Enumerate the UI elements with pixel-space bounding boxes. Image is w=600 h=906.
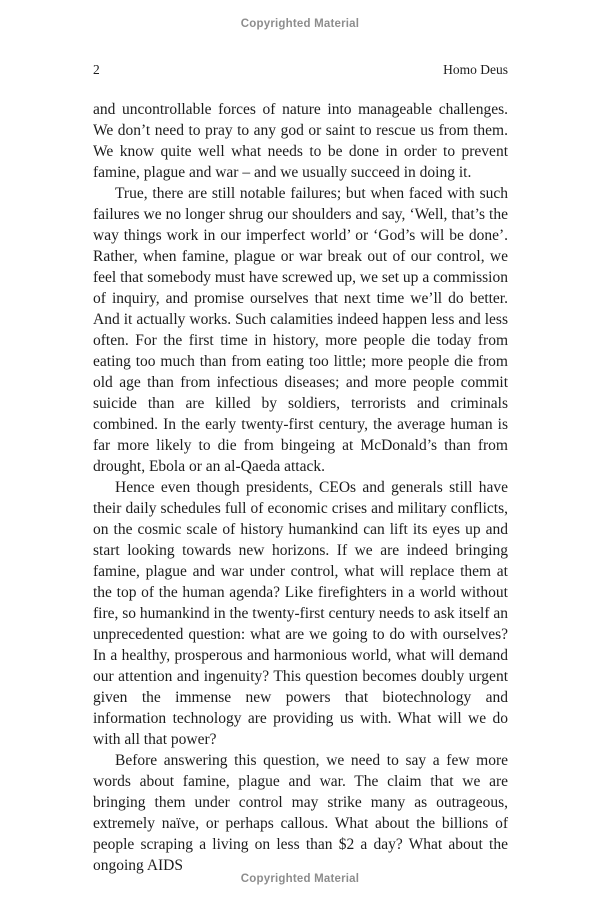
paragraph: Before answering this question, we need to say a few more words about famine, plague and war. The claim that we are bringing them under control may strike many as outrageous, extremely naïve, or perhaps callous. What about the billions of people scraping a living on less than $2 a day? What about the ongoing AIDS: [93, 752, 508, 874]
copyright-notice-top: Copyrighted Material: [240, 18, 360, 30]
page-number: 2: [93, 62, 100, 77]
paragraph: and uncontrollable forces of nature into manageable challenges. We don’t need to pray to any god or saint to rescue us from them. We know quite well what needs to be done in order to prevent famine, plague and war – and we usually succeed in doing it.: [93, 101, 508, 181]
paragraph: Hence even though presidents, CEOs and generals still have their daily schedules full of economic crises and military conflicts, on the cosmic scale of history humankind can lift its eyes up and start looking towards new horizons. If we are indeed bringing famine, plague and war under control, what will replace them at the top of the human agenda? Like firefighters in a world without fire, so humankind in the twenty-first century needs to ask itself an unprecedented question: what are we going to do with ourselves? In a healthy, prosperous and harmonious world, what will demand our attention and ingenuity? This question becomes doubly urgent given the immense new powers that biotechnology and information technology are providing us with. What will we do with all that power?: [93, 479, 508, 748]
running-header: [93, 62, 508, 78]
copyright-notice-bottom: Copyrighted Material: [240, 873, 360, 885]
paragraph: True, there are still notable failures; but when faced with such failures we no longer shrug our shoulders and say, ‘Well, that’s the way things work in our imperfect world’ or ‘God’s will be done’. Rather, when famine, plague or war break out of our control, we feel that somebody must have screwed up, we set up a commission of inquiry, and promise ourselves that next time we’ll do better. And it actually works. Such calamities indeed happen less and less often. For the first time in history, more people die today from eating too much than from eating too little; more people die from old age than from infectious diseases; and more people commit suicide than are killed by soldiers, terrorists and criminals combined. In the early twenty-first century, the average human is far more likely to die from bingeing at McDonald’s than from drought, Ebola or an al-Qaeda attack.: [93, 185, 508, 475]
body-text: [93, 99, 508, 876]
book-title: Homo Deus: [443, 62, 508, 77]
